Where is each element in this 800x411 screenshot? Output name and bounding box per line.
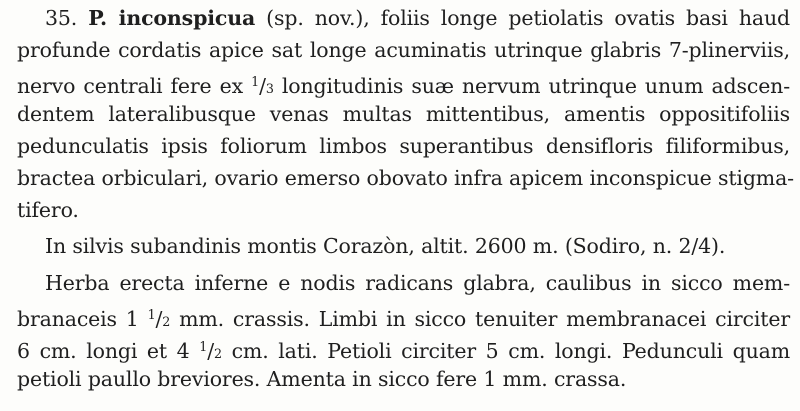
fraction-one-third: $^1$/3 — [251, 73, 274, 98]
description-text-2b: mm. crassis. Limbi in sicco tenuiter membranacei circiter — [179, 306, 791, 331]
description-text-4: petioli paullo breviores. Amenta in sicco fere 1 mm. crassa. — [17, 367, 627, 391]
locality-line — [45, 231, 725, 261]
description-text-2a: branaceis 1 — [17, 306, 139, 331]
fraction-one-half-1: $^1$/2 — [147, 306, 171, 331]
entry-text-1: (sp. nov.), foliis longe petiolatis ovatis basi haud — [266, 6, 791, 30]
entry-text-5: pedunculatis ipsis foliorum limbos superantibus densifloris filiformibus, — [17, 134, 790, 158]
entry-line-5 — [17, 131, 790, 161]
entry-text-2: profunde cordatis apice sat longe acuminatis utrinque glabris 7-plinerviis, — [17, 38, 790, 62]
description-line-4 — [17, 364, 626, 394]
entry-line-3 — [17, 67, 790, 97]
entry-line-1 — [45, 3, 790, 33]
entry-line-4 — [17, 99, 790, 129]
entry-number: 35. — [45, 6, 78, 30]
entry-text-6: bractea orbiculari, ovario emerso obovato infra apicem inconspicue stigma- — [17, 166, 794, 190]
description-line-1 — [45, 268, 790, 298]
description-line-3 — [17, 332, 790, 362]
description-text-3b: cm. lati. Petioli circiter 5 cm. longi. Pedunculi quam — [231, 338, 791, 363]
species-name: P. inconspicua — [88, 6, 256, 30]
entry-text-7: tifero. — [17, 198, 79, 222]
entry-line-2 — [17, 35, 790, 65]
description-text-1: Herba erecta inferne e nodis radicans glabra, caulibus in sicco mem- — [45, 271, 790, 295]
entry-line-7 — [17, 195, 79, 225]
fraction-one-half-2: $^1$/2 — [199, 338, 222, 363]
locality-text: In silvis subandinis montis Corazòn, altit. 2600 m. (Sodiro, n. 2/4). — [45, 234, 726, 258]
entry-text-3a: nervo centrali fere ex — [17, 73, 244, 98]
entry-line-6 — [17, 163, 794, 193]
description-line-2 — [17, 300, 790, 330]
description-text-3a: 6 cm. longi et 4 — [17, 338, 190, 363]
entry-text-4: dentem lateralibusque venas multas mittentibus, amentis oppositifoliis — [17, 102, 790, 126]
entry-text-3b: longitudinis suæ nervum utrinque unum adscen- — [281, 73, 791, 98]
